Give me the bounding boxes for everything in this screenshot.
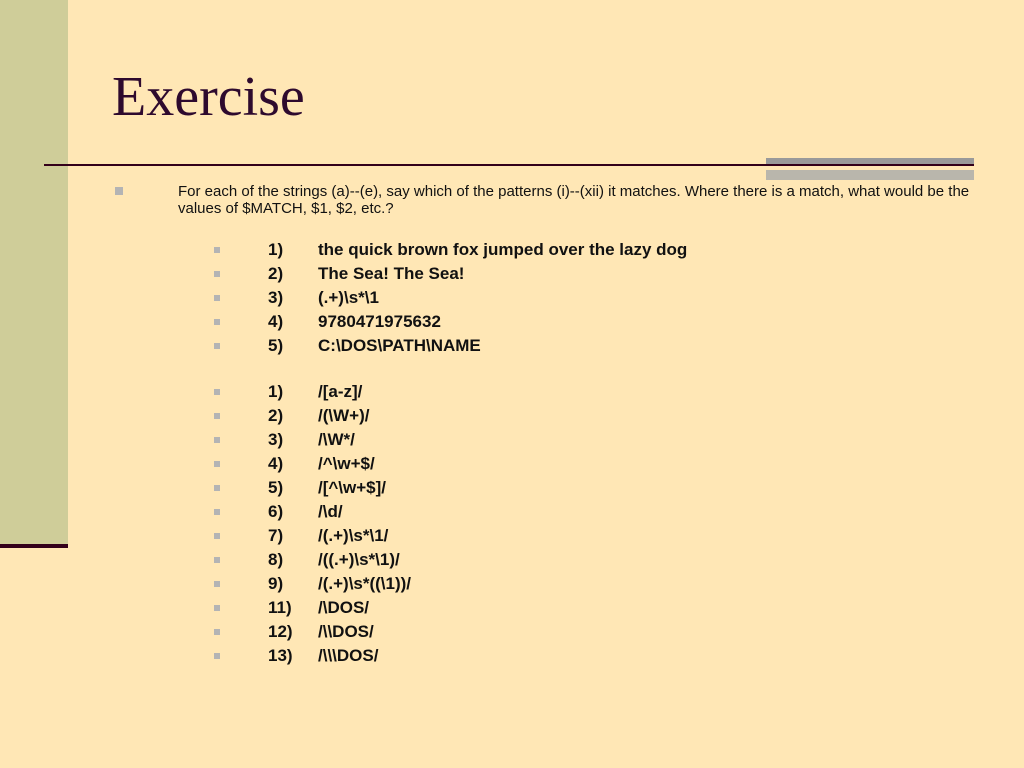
item-text: C:\DOS\PATH\NAME [318,336,481,355]
bullet-square-icon [214,343,220,349]
list-item [214,476,814,500]
item-number: 13) [268,646,293,665]
bullet-square-icon [214,509,220,515]
title-divider [44,164,974,166]
item-number: 12) [268,622,293,641]
item-number: 9) [268,574,284,593]
bullet-square-icon [214,653,220,659]
item-text: 9780471975632 [318,312,441,331]
item-number: 2) [268,264,284,283]
item-text: /\W*/ [318,430,355,449]
item-text: /[a-z]/ [318,382,363,401]
item-text: /[^\w+$]/ [318,478,387,497]
left-band-rule [0,544,68,548]
item-number: 3) [268,430,284,449]
item-text: /\DOS/ [318,598,370,617]
item-number: 2) [268,406,284,425]
list-item [214,238,814,262]
item-number: 11) [268,598,292,617]
list-item [214,310,814,334]
list-item [214,500,814,524]
item-text: /((.+)\s*\1)/ [318,550,400,569]
list-item [214,334,814,358]
item-text: /\\DOS/ [318,622,374,641]
item-text: /(.+)\s*\1/ [318,526,389,545]
bullet-square-icon [214,581,220,587]
item-text: /^\w+$/ [318,454,375,473]
bullet-square-icon [214,295,220,301]
list-item [214,380,814,404]
item-text: /(.+)\s*((\1))/ [318,574,412,593]
item-text: The Sea! The Sea! [318,264,465,283]
item-number: 8) [268,550,284,569]
bullet-square-icon [214,437,220,443]
bullet-square-icon [214,247,220,253]
strings-list [214,238,814,358]
intro-bullet [112,183,972,217]
item-text: /\d/ [318,502,343,521]
list-item [214,428,814,452]
item-number: 3) [268,288,284,307]
list-item [214,596,814,620]
item-number: 4) [268,312,284,331]
list-item [214,524,814,548]
bullet-square-icon [214,461,220,467]
item-number: 4) [268,454,284,473]
bullet-square-icon [214,533,220,539]
list-item [214,404,814,428]
intro-text: For each of the strings (a)--(e), say which of the patterns (i)--(xii) it matches. Where there is a match, what would be the values of $MATCH, $1, $2, etc.? [178,183,970,217]
item-number: 7) [268,526,284,545]
patterns-list [214,380,814,668]
list-item [214,572,814,596]
bullet-square-icon [214,485,220,491]
list-item [214,644,814,668]
item-number: 5) [268,336,284,355]
slide-title: Exercise [112,66,305,128]
item-number: 6) [268,502,284,521]
list-item [214,620,814,644]
bullet-square-icon [214,319,220,325]
list-item [214,262,814,286]
list-item [214,548,814,572]
item-text: the quick brown fox jumped over the lazy dog [318,240,688,259]
item-number: 1) [268,382,284,401]
bullet-square-icon [214,629,220,635]
bullet-square-icon [115,187,123,195]
bullet-square-icon [214,413,220,419]
item-text: /(\W+)/ [318,406,370,425]
bullet-square-icon [214,557,220,563]
item-text: /\\\DOS/ [318,646,379,665]
left-decorative-band [0,0,68,545]
bullet-square-icon [214,389,220,395]
bullet-square-icon [214,271,220,277]
item-text: (.+)\s*\1 [318,288,379,307]
item-number: 1) [268,240,284,259]
title-accent-bar-lower [766,170,974,180]
list-item [214,286,814,310]
bullet-square-icon [214,605,220,611]
list-item [214,452,814,476]
item-number: 5) [268,478,284,497]
